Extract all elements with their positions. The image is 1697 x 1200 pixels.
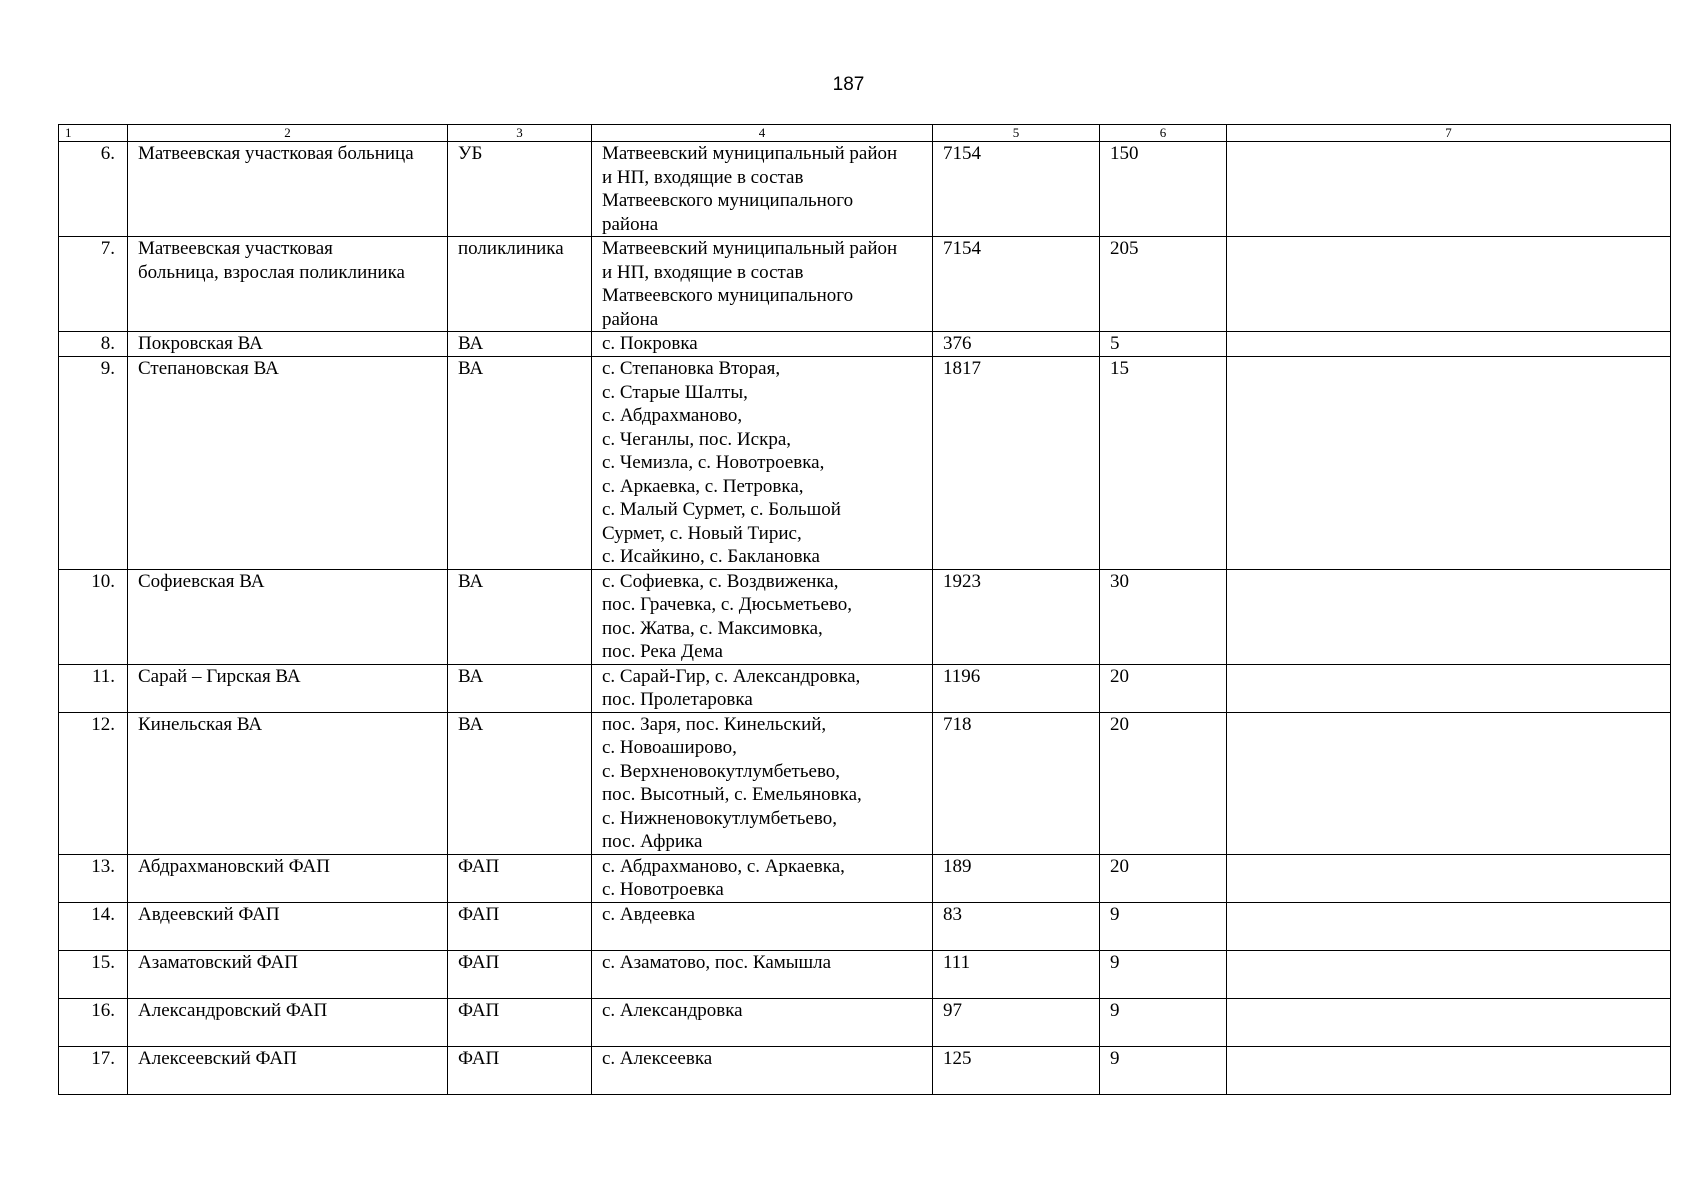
cell-line: с. Александровка — [602, 999, 743, 1021]
facility-type-cell: УБ — [448, 142, 592, 237]
note-cell — [1227, 142, 1671, 237]
table-row — [59, 998, 1671, 1046]
visits-cell: 30 — [1100, 569, 1227, 664]
table-row — [59, 237, 1671, 332]
population-cell: 125 — [933, 1046, 1100, 1094]
cell-line: пос. Высотный, с. Емельяновка, — [602, 784, 862, 805]
table-row — [59, 712, 1671, 854]
cell-line: Авдеевский ФАП — [138, 903, 280, 925]
column-number-row — [59, 125, 1671, 142]
service-area-cell — [592, 664, 933, 712]
facility-type-cell: ВА — [448, 664, 592, 712]
column-number-header: 5 — [933, 125, 1100, 142]
cell-line: с. Алексеевка — [602, 1047, 713, 1069]
cell-line: Алексеевский ФАП — [138, 1047, 297, 1069]
facility-type-cell: ВА — [448, 712, 592, 854]
note-cell — [1227, 237, 1671, 332]
row-number-cell: 15. — [59, 950, 128, 998]
row-number-cell: 6. — [59, 142, 128, 237]
note-cell — [1227, 998, 1671, 1046]
facility-name-cell — [128, 1046, 448, 1094]
facility-name-cell — [128, 142, 448, 237]
row-number-cell: 10. — [59, 569, 128, 664]
cell-line: пос. Жатва, с. Максимовка, — [602, 617, 823, 639]
row-number-cell: 13. — [59, 854, 128, 902]
cell-line: пос. Река Дема — [602, 641, 723, 662]
population-cell: 111 — [933, 950, 1100, 998]
table-row — [59, 854, 1671, 902]
service-area-cell — [592, 332, 933, 357]
cell-line: района — [602, 213, 659, 235]
facility-type-cell: ФАП — [448, 950, 592, 998]
population-cell: 7154 — [933, 142, 1100, 237]
facility-type-cell: ФАП — [448, 902, 592, 950]
visits-cell: 205 — [1100, 237, 1227, 332]
note-cell — [1227, 664, 1671, 712]
service-area-cell — [592, 142, 933, 237]
cell-line: с. Абдрахманово, — [602, 405, 743, 426]
facility-name-cell — [128, 237, 448, 332]
cell-line: и НП, входящие в состав — [602, 166, 804, 188]
cell-line: Покровская ВА — [138, 333, 263, 354]
row-number-cell: 16. — [59, 998, 128, 1046]
cell-line: с. Чеганлы, пос. Искра, — [602, 428, 791, 450]
population-cell: 189 — [933, 854, 1100, 902]
facility-type-cell: ВА — [448, 569, 592, 664]
facility-type-cell: ВА — [448, 332, 592, 357]
visits-cell: 9 — [1100, 1046, 1227, 1094]
facility-type-cell: ФАП — [448, 998, 592, 1046]
table-row — [59, 142, 1671, 237]
row-number-cell: 11. — [59, 664, 128, 712]
visits-cell: 20 — [1100, 664, 1227, 712]
note-cell — [1227, 950, 1671, 998]
cell-line: Степановская ВА — [138, 358, 279, 379]
row-number-cell: 7. — [59, 237, 128, 332]
column-number-header: 7 — [1227, 125, 1671, 142]
cell-line: с. Аркаевка, с. Петровка, — [602, 475, 804, 497]
column-number-header: 3 — [448, 125, 592, 142]
facility-name-cell — [128, 854, 448, 902]
service-area-cell — [592, 854, 933, 902]
cell-line: Матвеевская участковая — [138, 238, 333, 259]
facility-type-cell: ФАП — [448, 854, 592, 902]
page-number: 187 — [832, 74, 865, 95]
cell-line: Сурмет, с. Новый Тирис, — [602, 522, 802, 544]
facility-type-cell: ФАП — [448, 1046, 592, 1094]
cell-line: Матвеевский муниципальный район — [602, 238, 898, 259]
facility-name-cell — [128, 569, 448, 664]
population-cell: 1196 — [933, 664, 1100, 712]
cell-line: пос. Грачевка, с. Дюсьметьево, — [602, 594, 853, 615]
facility-name-cell — [128, 950, 448, 998]
row-number-cell: 14. — [59, 902, 128, 950]
cell-line: больница, взрослая поликлиника — [138, 261, 405, 283]
population-cell: 1817 — [933, 357, 1100, 570]
cell-line: пос. Африка — [602, 831, 703, 852]
cell-line: Матвеевского муниципального — [602, 190, 854, 211]
cell-line: с. Чемизла, с. Новотроевка, — [602, 452, 825, 473]
row-number-cell: 12. — [59, 712, 128, 854]
table-row — [59, 950, 1671, 998]
service-area-cell — [592, 712, 933, 854]
cell-line: с. Азаматово, пос. Камышла — [602, 951, 832, 973]
facility-name-cell — [128, 357, 448, 570]
cell-line: с. Софиевка, с. Воздвиженка, — [602, 570, 839, 592]
column-number-header: 6 — [1100, 125, 1227, 142]
cell-line: Матвеевская участковая больница — [138, 143, 414, 164]
cell-line: Сарай – Гирская ВА — [138, 665, 301, 687]
population-cell: 7154 — [933, 237, 1100, 332]
cell-line: с. Сарай-Гир, с. Александровка, — [602, 665, 861, 687]
row-number-cell: 9. — [59, 357, 128, 570]
facility-name-cell — [128, 998, 448, 1046]
table-row — [59, 332, 1671, 357]
cell-line: пос. Пролетаровка — [602, 689, 753, 710]
population-cell: 718 — [933, 712, 1100, 854]
facility-name-cell — [128, 664, 448, 712]
cell-line: Матвеевский муниципальный район — [602, 143, 898, 164]
table-row — [59, 902, 1671, 950]
visits-cell: 5 — [1100, 332, 1227, 357]
cell-line: с. Авдеевка — [602, 903, 696, 925]
cell-line: пос. Заря, пос. Кинельский, — [602, 713, 827, 735]
population-cell: 97 — [933, 998, 1100, 1046]
cell-line: с. Старые Шалты, — [602, 381, 748, 403]
table-row — [59, 357, 1671, 570]
table-row — [59, 569, 1671, 664]
note-cell — [1227, 332, 1671, 357]
facility-type-cell: поликлиника — [448, 237, 592, 332]
note-cell — [1227, 902, 1671, 950]
visits-cell: 150 — [1100, 142, 1227, 237]
cell-line: и НП, входящие в состав — [602, 261, 804, 283]
visits-cell: 9 — [1100, 902, 1227, 950]
column-number-header: 2 — [128, 125, 448, 142]
note-cell — [1227, 569, 1671, 664]
cell-line: с. Абдрахманово, с. Аркаевка, — [602, 855, 845, 877]
service-area-cell — [592, 902, 933, 950]
cell-line: с. Покровка — [602, 333, 698, 354]
cell-line: с. Исайкино, с. Баклановка — [602, 546, 820, 567]
cell-line: с. Нижненовокутлумбетьево, — [602, 807, 837, 829]
service-area-cell — [592, 950, 933, 998]
population-cell: 376 — [933, 332, 1100, 357]
cell-line: с. Новотроевка — [602, 879, 724, 900]
cell-line: Азаматовский ФАП — [138, 951, 298, 973]
visits-cell: 9 — [1100, 998, 1227, 1046]
facilities-table — [58, 124, 1671, 1095]
service-area-cell — [592, 357, 933, 570]
cell-line: с. Степановка Вторая, — [602, 358, 781, 379]
table-row — [59, 664, 1671, 712]
cell-line: Матвеевского муниципального — [602, 285, 854, 306]
visits-cell: 15 — [1100, 357, 1227, 570]
service-area-cell — [592, 1046, 933, 1094]
column-number-header: 4 — [592, 125, 933, 142]
note-cell — [1227, 357, 1671, 570]
visits-cell: 20 — [1100, 712, 1227, 854]
cell-line: Александровский ФАП — [138, 999, 328, 1021]
column-number-header: 1 — [59, 125, 128, 142]
note-cell — [1227, 854, 1671, 902]
service-area-cell — [592, 998, 933, 1046]
cell-line: Абдрахмановский ФАП — [138, 855, 330, 877]
visits-cell: 20 — [1100, 854, 1227, 902]
service-area-cell — [592, 569, 933, 664]
cell-line: Кинельская ВА — [138, 713, 263, 735]
table-body — [59, 142, 1671, 1095]
cell-line: с. Верхненовокутлумбетьево, — [602, 760, 841, 782]
row-number-cell: 8. — [59, 332, 128, 357]
cell-line: Софиевская ВА — [138, 570, 265, 592]
service-area-cell — [592, 237, 933, 332]
facility-type-cell: ВА — [448, 357, 592, 570]
facility-name-cell — [128, 902, 448, 950]
facility-name-cell — [128, 712, 448, 854]
cell-line: района — [602, 308, 659, 330]
facility-name-cell — [128, 332, 448, 357]
table-row — [59, 1046, 1671, 1094]
visits-cell: 9 — [1100, 950, 1227, 998]
note-cell — [1227, 712, 1671, 854]
note-cell — [1227, 1046, 1671, 1094]
population-cell: 83 — [933, 902, 1100, 950]
population-cell: 1923 — [933, 569, 1100, 664]
cell-line: с. Новоаширово, — [602, 737, 737, 758]
row-number-cell: 17. — [59, 1046, 128, 1094]
cell-line: с. Малый Сурмет, с. Большой — [602, 499, 841, 520]
